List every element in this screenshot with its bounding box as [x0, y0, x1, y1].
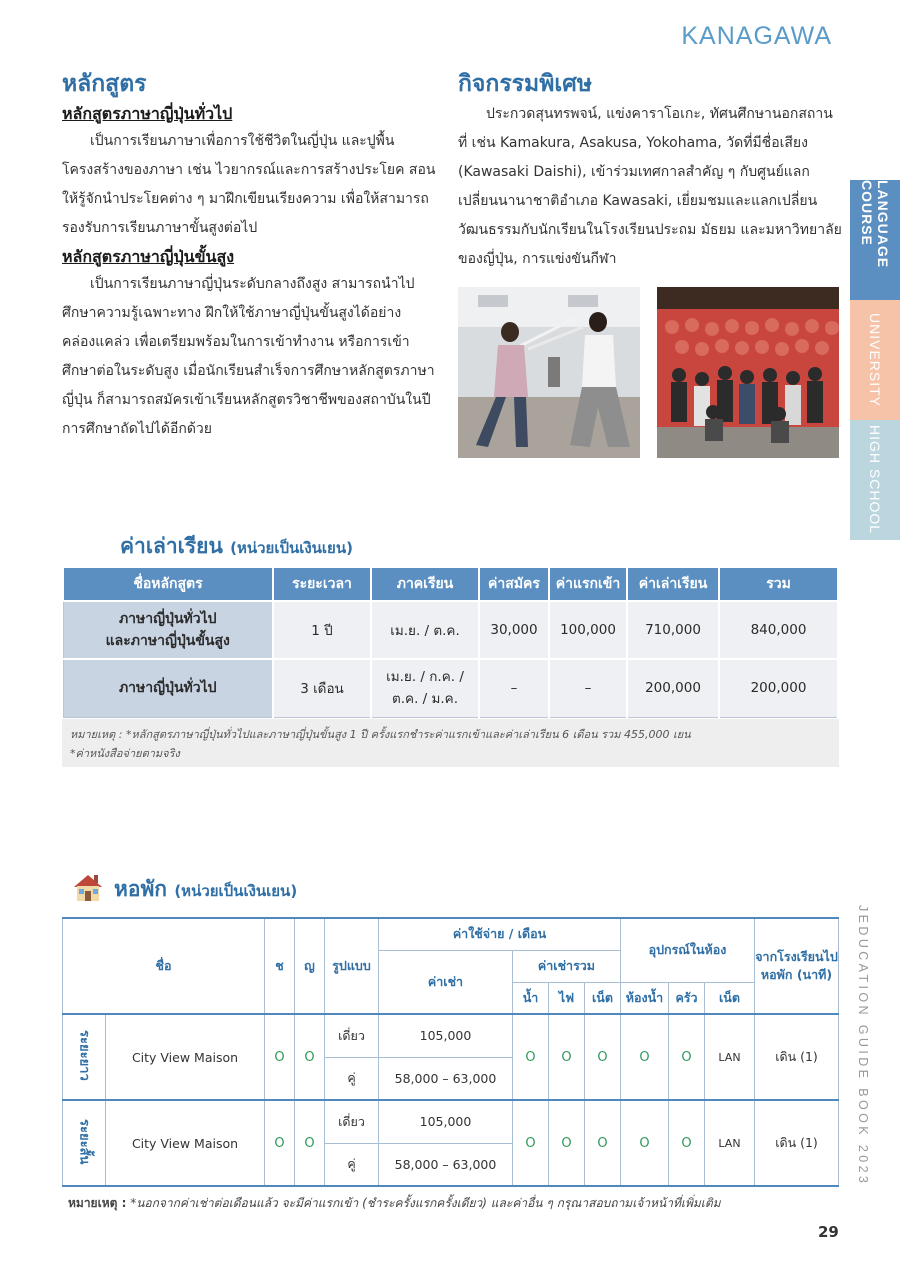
fee-unit: (หน่วยเป็นเงินเยน): [230, 539, 353, 557]
course-total: 840,000: [719, 601, 838, 659]
tab-high-school[interactable]: HIGH SCHOOL: [850, 420, 900, 540]
dorm-net: O: [585, 1014, 621, 1100]
fee-note: [62, 719, 839, 767]
table-row: [63, 1014, 839, 1057]
dorm-net: O: [585, 1100, 621, 1186]
course-term: เม.ย. / ก.ค. / ต.ค. / ม.ค.: [371, 659, 479, 717]
dorm-title-text: หอพัก (หน่วยเป็นเงินเยน): [114, 876, 298, 901]
dorm-title: [72, 872, 297, 906]
fee-table: [62, 566, 839, 718]
course-application-fee: 30,000: [479, 601, 549, 659]
course-tuition: 710,000: [627, 601, 719, 659]
dorm-header-kitchen: ครัว: [669, 982, 705, 1014]
dorm-water: O: [513, 1100, 549, 1186]
dorm-male: O: [265, 1100, 295, 1186]
dorm-room-net: LAN: [705, 1100, 755, 1186]
dorm-distance: เดิน (1): [755, 1014, 839, 1100]
region-title: KANAGAWA: [681, 22, 832, 50]
dorm-bath: O: [621, 1014, 669, 1100]
course-name: ภาษาญี่ปุ่นทั่วไป และภาษาญี่ปุ่นขั้นสูง: [63, 601, 273, 659]
dorm-name: City View Maison: [106, 1100, 265, 1186]
fee-header-duration: ระยะเวลา: [273, 567, 371, 601]
course-term: เม.ย. / ต.ค.: [371, 601, 479, 659]
dorm-name: City View Maison: [106, 1014, 265, 1100]
guidebook-label: JEDUCATION GUIDE BOOK 2023: [856, 905, 870, 1187]
fee-title-text: ค่าเล่าเรียน: [120, 534, 223, 558]
dorm-electric: O: [549, 1014, 585, 1100]
dorm-header-included: ค่าเช่ารวม: [513, 950, 621, 982]
dorm-rent-single: 105,000: [379, 1014, 513, 1057]
photo-sword-practice: [458, 287, 640, 458]
dorm-type-double: คู่: [325, 1057, 379, 1100]
course-duration: 3 เดือน: [273, 659, 371, 717]
curriculum-section: [62, 100, 442, 444]
dorm-rent-single: 105,000: [379, 1100, 513, 1143]
dorm-header-distance: จากโรงเรียนไปหอพัก (นาที): [755, 918, 839, 1014]
tab-language-course[interactable]: LANGUAGE COURSE: [850, 180, 900, 300]
dorm-header-equipment: อุปกรณ์ในห้อง: [621, 918, 755, 982]
table-row: [63, 601, 838, 659]
dorm-type-single: เดี่ยว: [325, 1014, 379, 1057]
fee-header-tuition: ค่าเล่าเรียน: [627, 567, 719, 601]
house-icon: [72, 872, 104, 906]
dorm-type-single: เดี่ยว: [325, 1100, 379, 1143]
dorm-type-double: คู่: [325, 1143, 379, 1186]
fee-header-course: ชื่อหลักสูตร: [63, 567, 273, 601]
dorm-bath: O: [621, 1100, 669, 1186]
dorm-electric: O: [549, 1100, 585, 1186]
fee-header-row: [63, 567, 838, 601]
table-row: [63, 1100, 839, 1143]
fee-header-application: ค่าสมัคร: [479, 567, 549, 601]
activities-text: ประกวดสุนทรพจน์, แข่งคาราโอเกะ, ทัศนศึกษานอกสถานที่ เช่น Kamakura, Asakusa, Yokohama, วัดที่มีชื่อเสียง (Kawasaki Daishi), เข้าร่วมเทศกาลสำคัญ ๆ กับศูนย์แลกเปลี่ยนนานาชาติอำเภอ Kawasaki, เยี่ยมชมและแลกเปลี่ยนวัฒนธรรมกับนักเรียนในโรงเรียนประถม มัธยม และมหาวิทยาลัยของญี่ปุ่น, การแข่งขันกีฬา: [458, 106, 842, 267]
dorm-header-water: น้ำ: [513, 982, 549, 1014]
dorm-period: ระยะสั้น: [63, 1100, 106, 1186]
advanced-course-text: เป็นการเรียนภาษาญี่ปุ่นระดับกลางถึงสูง สามารถนำไปศึกษาความรู้เฉพาะทาง ฝึกให้ใช้ภาษาญี่ปุ่นขั้นสูงได้อย่างคล่องแคล่ว เพื่อเตรียมพร้อมในการเข้าทำงาน หรือการเข้าศึกษาต่อในระดับสูง เมื่อนักเรียนสำเร็จการศึกษาหลักสูตรภาษาญี่ปุ่น ก็สามารถสมัครเข้าเรียนหลักสูตรวิชาชีพของสถาบันในปีการศึกษาถัดไปได้อีกด้วย: [62, 276, 435, 437]
dorm-kitchen: O: [669, 1100, 705, 1186]
course-duration: 1 ปี: [273, 601, 371, 659]
dorm-header-type: รูปแบบ: [325, 918, 379, 1014]
dorm-water: O: [513, 1014, 549, 1100]
advanced-course-title: หลักสูตรภาษาญี่ปุ่นขั้นสูง: [62, 247, 235, 266]
fee-note-line-1: หมายเหตุ : *หลักสูตรภาษาญี่ปุ่นทั่วไปและภาษาญี่ปุ่นขั้นสูง 1 ปี ครั้งแรกชำระค่าแรกเข้าและค่าเล่าเรียน 6 เดือน รวม 455,000 เยน: [70, 728, 691, 741]
course-tuition: 200,000: [627, 659, 719, 717]
dorm-female: O: [295, 1014, 325, 1100]
course-application-fee: –: [479, 659, 549, 717]
dorm-female: O: [295, 1100, 325, 1186]
course-name: ภาษาญี่ปุ่นทั่วไป: [63, 659, 273, 717]
general-course-text: เป็นการเรียนภาษาเพื่อการใช้ชีวิตในญี่ปุ่น และปูพื้นโครงสร้างของภาษา เช่น ไวยากรณ์และการสร้างประโยค สอนให้รู้จักนำประโยคต่าง ๆ มาฝึกเขียนเรียงความ เพื่อให้สามารถรองรับการเรียนภาษาขั้นสูงต่อไป: [62, 133, 436, 236]
dorm-rent-double: 58,000 – 63,000: [379, 1143, 513, 1186]
dorm-note-text: *นอกจากค่าเช่าต่อเดือนแล้ว จะมีค่าแรกเข้า (ชำระครั้งแรกครั้งเดียว) และค่าอื่น ๆ กรุณาสอบถามเจ้าหน้าที่เพิ่มเติม: [130, 1196, 721, 1210]
dorm-kitchen: O: [669, 1014, 705, 1100]
dorm-rent-double: 58,000 – 63,000: [379, 1057, 513, 1100]
section-tabs: [850, 180, 900, 540]
dorm-header-bath: ห้องน้ำ: [621, 982, 669, 1014]
fee-note-line-2: *ค่าหนังสือจ่ายตามจริง: [70, 747, 180, 760]
activities-heading: กิจกรรมพิเศษ: [458, 71, 592, 97]
tab-university[interactable]: UNIVERSITY: [850, 300, 900, 420]
dorm-room-net: LAN: [705, 1014, 755, 1100]
dorm-male: O: [265, 1014, 295, 1100]
course-admission-fee: –: [549, 659, 627, 717]
dorm-distance: เดิน (1): [755, 1100, 839, 1186]
course-total: 200,000: [719, 659, 838, 717]
fee-header-total: รวม: [719, 567, 838, 601]
dorm-header-rent: ค่าเช่า: [379, 950, 513, 1014]
dorm-header-net: เน็ต: [585, 982, 621, 1014]
dorm-note: [68, 1194, 721, 1213]
dorm-header-male: ช: [265, 918, 295, 1014]
dorm-table: [62, 917, 839, 1187]
dorm-header-female: ญ: [295, 918, 325, 1014]
dorm-note-label: หมายเหตุ :: [68, 1196, 127, 1210]
fee-title: [120, 530, 353, 563]
dorm-period: ระยะยาว: [63, 1014, 106, 1100]
curriculum-heading: หลักสูตร: [62, 71, 147, 97]
dorm-header-cost: ค่าใช้จ่าย / เดือน: [379, 918, 621, 950]
page-number: 29: [818, 1223, 839, 1241]
photo-group-shrine: [657, 287, 839, 458]
dorm-header-room-net: เน็ต: [705, 982, 755, 1014]
fee-header-admission: ค่าแรกเข้า: [549, 567, 627, 601]
fee-header-term: ภาคเรียน: [371, 567, 479, 601]
dorm-header-electric: ไฟ: [549, 982, 585, 1014]
dorm-header-name: ชื่อ: [63, 918, 265, 1014]
general-course-title: หลักสูตรภาษาญี่ปุ่นทั่วไป: [62, 104, 233, 123]
activities-section: [458, 100, 842, 274]
table-row: [63, 659, 838, 717]
course-admission-fee: 100,000: [549, 601, 627, 659]
